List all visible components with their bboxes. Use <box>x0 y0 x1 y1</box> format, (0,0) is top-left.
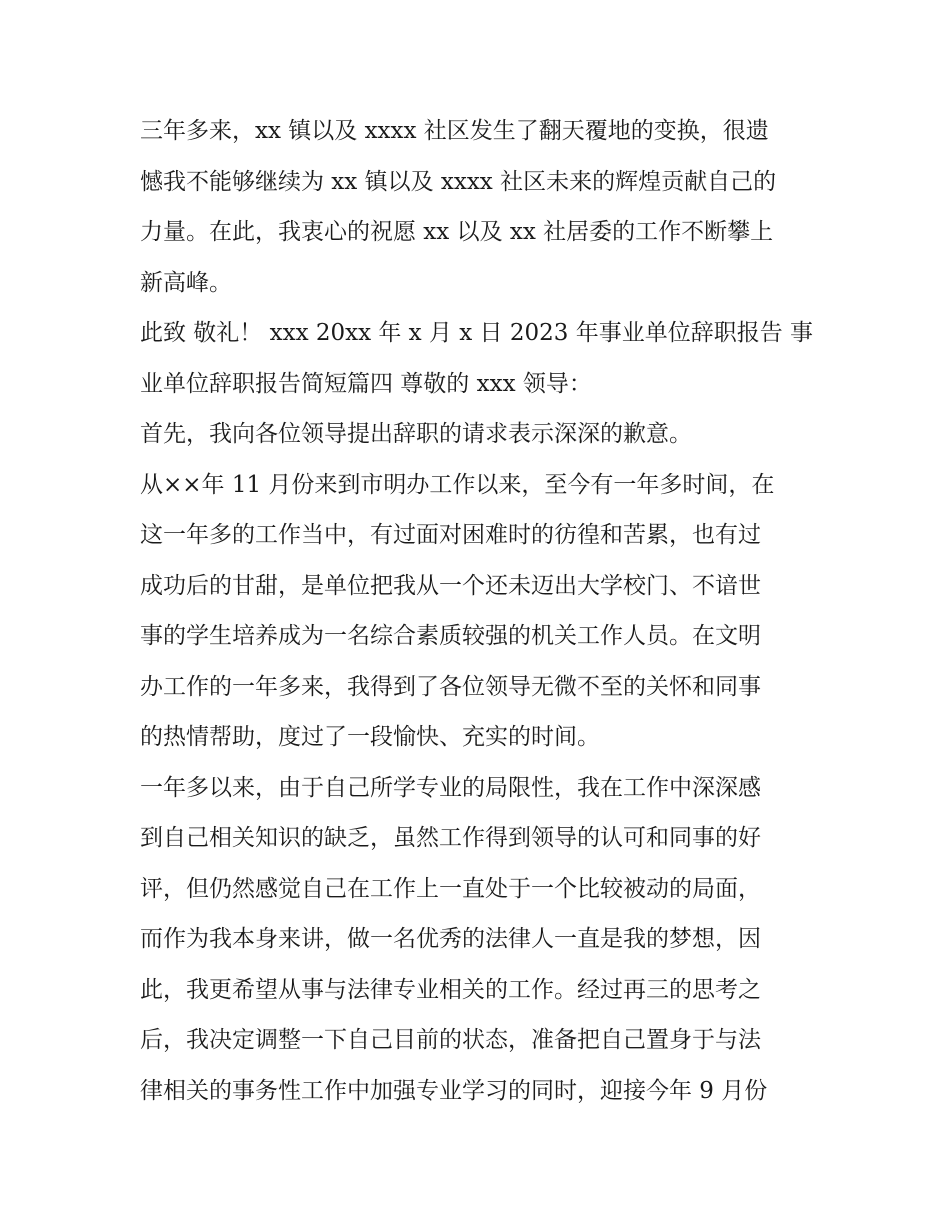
text-line: 三年多来，xx 镇以及 xxxx 社区发生了翻天覆地的变换，很遗 <box>140 118 769 144</box>
text-line: 办工作的一年多来，我得到了各位领导无微不至的关怀和同事 <box>140 673 761 700</box>
document-body <box>140 106 820 1116</box>
text-line: 首先，我向各位领导提出辞职的请求表示深深的歉意。 <box>140 421 692 447</box>
text-line: 憾我不能够继续为 xx 镇以及 xxxx 社区未来的辉煌贡献自己的 <box>140 168 777 195</box>
text-line: 此致 敬礼！ xxx 20xx 年 x 月 x 日 2023 年事业单位辞职报告 事 <box>140 320 814 346</box>
text-line: 而作为我本身来讲，做一名优秀的法律人一直是我的梦想，因 <box>140 926 761 952</box>
text-line: 后，我决定调整一下自己目前的状态，准备把自己置身于与法 <box>140 1027 761 1053</box>
text-line: 到自己相关知识的缺乏，虽然工作得到领导的认可和同事的好 <box>140 825 761 851</box>
text-line: 从××年 11 月份来到市明办工作以来，至今有一年多时间，在 <box>140 471 775 498</box>
text-line: 事的学生培养成为一名综合素质较强的机关工作人员。在文明 <box>140 623 761 649</box>
text-line: 力量。在此，我衷心的祝愿 xx 以及 xx 社居委的工作不断攀上 <box>140 219 774 245</box>
text-line: 业单位辞职报告简短篇四 尊敬的 xxx 领导： <box>140 370 592 397</box>
text-line: 这一年多的工作当中，有过面对困难时的彷徨和苦累，也有过 <box>140 522 761 548</box>
text-line: 此，我更希望从事与法律专业相关的工作。经过再三的思考之 <box>140 976 761 1003</box>
text-line: 评，但仍然感觉自己在工作上一直处于一个比较被动的局面， <box>140 875 761 902</box>
text-line: 新高峰。 <box>140 269 232 296</box>
text-line: 的热情帮助，度过了一段愉快、充实的时间。 <box>140 724 600 750</box>
text-line: 律相关的事务性工作中加强专业学习的同时，迎接今年 9 月份 <box>140 1077 768 1104</box>
text-line: 一年多以来，由于自己所学专业的局限性，我在工作中深深感 <box>140 774 761 801</box>
text-line: 成功后的甘甜，是单位把我从一个还未迈出大学校门、不谙世 <box>140 572 761 599</box>
